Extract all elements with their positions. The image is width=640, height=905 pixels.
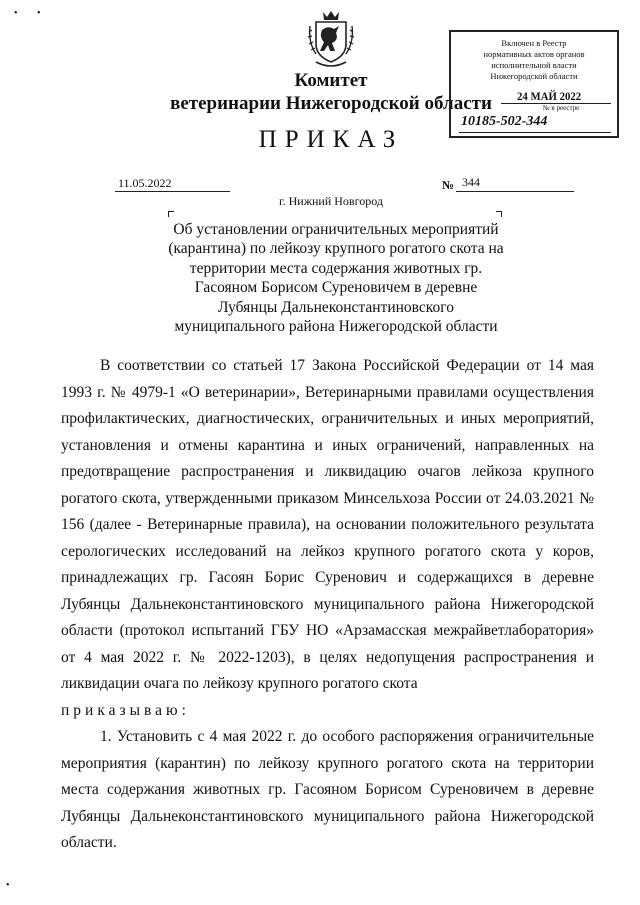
order-body [61, 353, 594, 857]
org-name-line2: ветеринарии Нижегородской области [170, 93, 492, 114]
margin-mark: • [14, 8, 18, 19]
subject-corner-left [168, 211, 174, 217]
registry-stamp [449, 30, 619, 138]
org-name-line1: Комитет [294, 70, 368, 91]
orders-word: приказываю: [61, 701, 190, 719]
order-number: 344 [462, 175, 480, 189]
stamp-date: 24 МАЙ 2022 [517, 89, 582, 103]
order-date: 11.05.2022 [118, 176, 172, 190]
margin-mark: • [37, 8, 41, 19]
order-date-underline [115, 191, 230, 192]
subject-corner-right [496, 211, 502, 217]
order-number-underline [456, 191, 574, 192]
order-subject: Об установлении ограничительных мероприятий (карантина) по лейкозу крупного рогатого скота на территории места содержания животных гр. Гасояном Борисом Суреновичем в деревне Лубянцы Дальнеконстантиновского муниципального района Нижегородской области [168, 221, 504, 336]
stamp-line-3: исполнительной власти [491, 60, 577, 70]
stamp-line-4: Нижегородской области [490, 71, 578, 81]
order-number-label: № [442, 178, 455, 192]
stamp-line-2: нормативных актов органов [483, 49, 585, 59]
coat-of-arms-icon [306, 8, 356, 70]
stamp-line-1: Включен в Реестр [501, 38, 567, 48]
stamp-registry-label: № в реестре [543, 104, 580, 112]
order-item-1: 1. Установить с 4 мая 2022 г. до особого распоряжения ограничительные мероприятия (карантин) по лейкозу крупного рогатого скота на территории места содержания животных гр. Гасояном Борисом Суреновичем в деревне Лубянцы Дальнеконстантиновского муниципального района Нижегородской области. [61, 728, 594, 851]
preamble-paragraph: В соответствии со статьей 17 Закона Российской Федерации от 14 мая 1993 г. № 4979-1 «О ветеринарии», Ветеринарными правилами осуществления профилактических, диагностических, ограничительных и иных мероприятий, установления и отмены карантина и иных ограничений, направленных на предотвращение распространения и ликвидацию очагов лейкоза крупного рогатого скота, утвержденными приказом Минсельхоза России от 24.03.2021 № 156 (далее - Ветеринарные правила), на основании положительного результата серологических исследований на лейкоз крупного рогатого скота у коров, принадлежащих гр. Гасоян Борис Суренович и содержащихся в деревне Лубянцы Дальнеконстантиновского муниципального района Нижегородской области (протокол испытаний ГБУ НО «Арзамасская межрайветлаборатория» от 4 мая 2022 г. № 2022-1203), в целях недопущения распространения и ликвидации очага по лейкозу крупного рогатого скота [61, 357, 594, 692]
document-title: ПРИКАЗ [258, 126, 404, 153]
stamp-registry-number: 10185-502-344 [461, 114, 548, 129]
order-city: г. Нижний Новгород [279, 194, 383, 208]
stamp-registry-underline [459, 132, 611, 133]
margin-mark: • [6, 880, 10, 891]
